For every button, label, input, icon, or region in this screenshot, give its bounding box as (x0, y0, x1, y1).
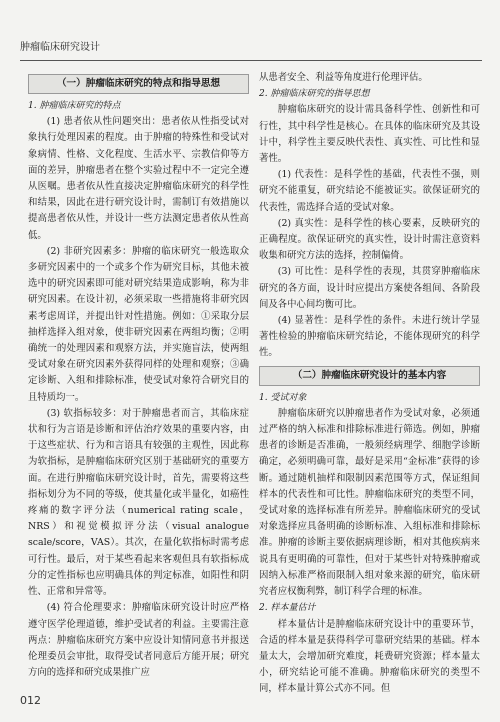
paragraph-soft-indicators: (3) 软指标较多：对于肿瘤患者而言，其临床症状和行为言语是诊断和评估治疗效果的重要内容，由于这些症状、行为和言语具有较强的主观性，因此称为软指标，是肿瘤临床研究区别于基础研究的重要方面。在进行肿瘤临床研究设计时，首先，需要将这些指标划分为不同的等级，使其量化或半量化，如癌性疼痛的数字评分法（numerical rating scale，NRS）和视觉模拟评分法（visual analogue scale/score，VAS）。其次，在量化软指标时需考虑可行性。最后，对于某些看起来客观但具有软指标成分的定性指标也应明确具体的判定标准，如阳性和阴性、正常和异常等。 (28, 407, 249, 598)
subheading-sample-size: 2. 样本量估计 (259, 603, 316, 614)
paragraph-ethics-continued: 从患者安全、利益等角度进行伦理评估。 (259, 72, 428, 83)
paragraph-representativeness: (1) 代表性：是科学性的基础，代表性不强，则研究不能重复，研究结论不能被证实。欲保证研究的代表性，需选择合适的受试对象。 (259, 169, 480, 213)
subheading-features: 1. 肿瘤临床研究的特点 (28, 101, 121, 111)
paragraph-subjects: 肿瘤临床研究以肿瘤患者作为受试对象，必须通过严格的纳入标准和排除标准进行筛选。例如，肿瘤患者的诊断是否准确，一般须经病理学、细胞学诊断确定，必须明确可靠，最好是采用“金标准”获得的诊断。通过随机抽样和限制因素范围等方式，保证组间样本的代表性和可比性。肿瘤临床研究的类型不同，受试对象的选择标准有所差异。肿瘤临床研究的受试对象选择应具备明确的诊断标准、入组标准和排除标准。肿瘤的诊断主要依据病理诊断，相对其他疾病来说具有更明确的可靠性，但对于某些针对特殊肿瘤或因纳入标准严格而限制入组对象来源的研究，临床研究者应权衡利弊，制订科学合理的标准。 (259, 407, 480, 598)
paragraph-nonresearch-factors: (2) 非研究因素多：肿瘤的临床研究一般选取众多研究因素中的一个或多个作为研究目标，其他未被选中的研究因素即可能对研究结果造成影响，称为非研究因素。在设计初，必须采取一些措施将非研究因素考虑周详，并提出针对性措施。例如：①采取分层抽样选择入组对象，使非研究因素在两组均衡；②明确统一的处理因素和观察方法，并实施盲法，使两组受试对象在研究因素外获得同样的处理和观察；③确定诊断、入组和排除标准，使受试对象符合研究目的且特质均一。 (28, 245, 249, 403)
left-column (28, 70, 249, 681)
paragraph-scientific: 肿瘤临床研究的设计需具备科学性、创新性和可行性，其中科学性是核心。在具体的临床研究及其设计中，科学性主要反映代表性、真实性、可比性和显著性。 (259, 104, 480, 165)
subheading-guiding-principles: 2. 肿瘤临床研究的指导思想 (259, 89, 370, 100)
running-header: 肿瘤临床研究设计 (20, 42, 100, 53)
paragraph-sample-size: 样本量估计是肿瘤临床研究设计中的重要环节，合适的样本量是获得科学可靠研究结果的基础。样本量太大，会增加研究难度，耗费研究资源；样本量太小，研究结论可能不准确。肿瘤临床研究的类型不同，样本量计算公式亦不同。但 (259, 618, 480, 695)
section-heading-2: （二）肿瘤临床研究设计的基本内容 (259, 366, 480, 386)
paragraph-authenticity: (2) 真实性：是科学性的核心要素，反映研究的正确程度。欲保证研究的真实性，设计时需注意资料收集和研究方法的选择，控制偏倚。 (259, 217, 480, 262)
subheading-subjects: 1. 受试对象 (259, 392, 307, 403)
paragraph-ethics: (4) 符合伦理要求：肿瘤临床研究设计时应严格遵守医学伦理道德，维护受试者的利益。主要需注意两点：肿瘤临床研究方案中应设计知情同意书并报送伦理委员会审批，取得受试者同意后方能开展；研究方向的选择和研究成果推广应 (28, 602, 249, 679)
section-heading-1: （一）肿瘤临床研究的特点和指导思想 (28, 74, 249, 94)
page-number: 012 (20, 694, 41, 707)
header-rule (20, 60, 482, 61)
paragraph-compliance: (1) 患者依从性问题突出：患者依从性指受试对象执行处理因素的程度。由于肿瘤的特殊性和受试对象病情、性格、文化程度、生活水平、宗教信仰等方面的差异，肿瘤患者在整个实验过程中不一定完全遵从医嘱。患者依从性直接决定肿瘤临床研究的科学性和结果，因此在进行研究设计时，需制订有效措施以提高患者依从性，并设计一些方法测定患者依从性高低。 (28, 116, 249, 241)
paragraph-significance: (4) 显著性：是科学性的条件。未进行统计学显著性检验的肿瘤临床研究结论，不能体现研究的科学性。 (259, 315, 480, 359)
paragraph-comparability: (3) 可比性：是科学性的表现，其贯穿肿瘤临床研究的各方面，设计时应提出方案使各组间、各阶段间及各中心间均衡可比。 (259, 266, 480, 310)
right-column (259, 70, 480, 698)
